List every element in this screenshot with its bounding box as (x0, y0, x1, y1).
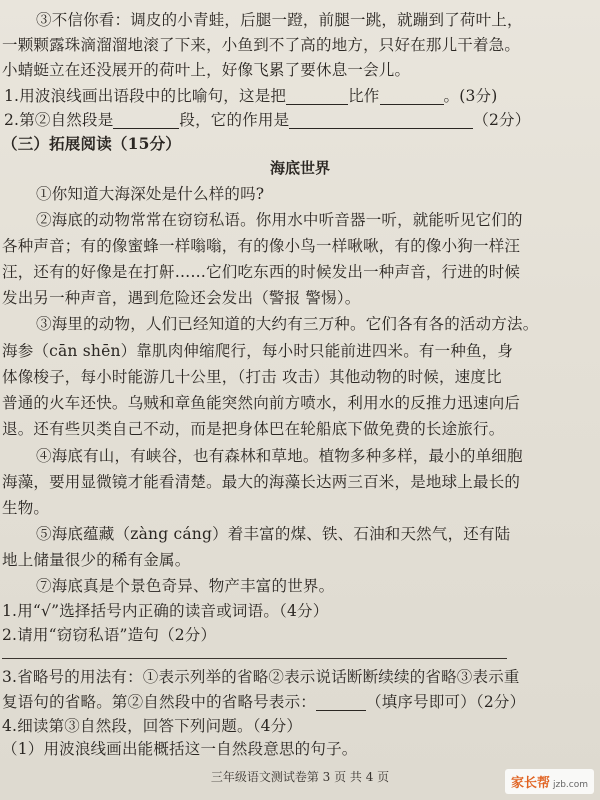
q3-text-before: 复语句的省略。第②自然段中的省略号表示： (2, 693, 317, 711)
passage2-line-7: 海参（cān shēn）靠肌肉伸缩爬行，每小时只能前进四米。有一种鱼，身 (2, 342, 514, 360)
q1-text-after: 。(3分) (443, 87, 498, 105)
passage1-line-1: ③不信你看：调皮的小青蛙，后腿一蹬，前腿一跳，就蹦到了荷叶上， (36, 11, 523, 29)
q1-answer-blank-1[interactable] (286, 90, 348, 105)
passage2-line-3: 各种声音；有的像蜜蜂一样嗡嗡，有的像小鸟一样啾啾，有的像小狗一样汪 (2, 237, 521, 255)
q1-text-before: 1.用波浪线画出语段中的比喻句，这是把 (4, 87, 287, 105)
site-watermark (505, 769, 594, 794)
passage2-line-2: ②海底的动物常常在窃窃私语。你用水中听音器一听，就能听见它们的 (36, 211, 523, 229)
passage2-line-1: ①你知道大海深处是什么样的吗? (36, 185, 265, 203)
question-2-3-line-1: 3.省略号的用法有：①表示列举的省略②表示说话断断续续的省略③表示重 (2, 668, 520, 686)
passage2-line-14: ⑤海底蕴藏（zàng cáng）着丰富的煤、铁、石油和天然气，还有陆 (36, 525, 511, 543)
sentence-answer-line[interactable] (2, 658, 507, 659)
passage2-line-10: 退。还有些贝类自己不动，而是把身体巴在轮船底下做免费的长途旅行。 (2, 420, 505, 438)
q2-text-mid: 段，它的作用是 (179, 111, 290, 129)
question-1-2 (4, 113, 530, 129)
question-2-2: 2.请用“窃窃私语”造句（2分） (2, 626, 217, 644)
question-2-4: 4.细读第③自然段，回答下列问题。（4分） (2, 717, 303, 735)
passage2-line-13: 生物。 (2, 499, 50, 517)
passage2-line-8: 体像梭子，每小时能游几十公里，（打击 攻击）其他动物的时候，速度比 (2, 368, 502, 386)
q2-text-before: 2.第②自然段是 (4, 111, 114, 129)
q2-text-after: （2分） (473, 111, 531, 129)
passage2-line-12: 海藻，要用显微镜才能看清楚。最大的海藻长达两三百米，是地球上最长的 (2, 473, 521, 491)
watermark-brand: 家长帮 (510, 776, 550, 791)
passage2-line-6: ③海里的动物，人们已经知道的大约有三万种。它们各有各的活动方法。 (36, 315, 539, 333)
question-2-4-1: （1）用波浪线画出能概括这一自然段意思的句子。 (2, 740, 358, 758)
passage2-line-9: 普通的火车还快。乌贼和章鱼能突然向前方喷水，利用水的反推力迅速向后 (2, 394, 521, 412)
q1-answer-blank-2[interactable] (380, 90, 444, 105)
q3-answer-blank[interactable] (316, 696, 366, 711)
question-1-1 (4, 89, 497, 105)
section-3-heading: （三）拓展阅读（15分） (2, 134, 181, 153)
q1-text-mid: 比作 (348, 87, 380, 105)
passage1-line-2: 一颗颗露珠滴溜溜地滚了下来，小鱼到不了高的地方，只好在那儿干着急。 (2, 36, 521, 54)
watermark-domain: jzb.com (552, 780, 588, 790)
question-2-1: 1.用“√”选择括号内正确的读音或词语。（4分） (2, 602, 329, 620)
passage2-line-5: 发出另一种声音，遇到危险还会发出（警报 警惕）。 (2, 289, 361, 307)
passage2-line-16: ⑦海底真是个景色奇异、物产丰富的世界。 (36, 577, 335, 595)
question-2-3-line-2 (2, 695, 525, 711)
passage2-line-11: ④海底有山，有峡谷，也有森林和草地。植物多种多样，最小的单细胞 (36, 447, 523, 465)
passage2-title: 海底世界 (269, 159, 330, 177)
q3-text-after: （填序号即可）（2分） (366, 693, 526, 711)
q2-answer-blank-2[interactable] (289, 114, 473, 129)
passage2-line-15: 地上储量很少的稀有金属。 (2, 551, 191, 569)
q2-answer-blank-1[interactable] (113, 114, 179, 129)
passage1-line-3: 小蜻蜓立在还没展开的荷叶上，好像飞累了要休息一会儿。 (2, 61, 411, 79)
page-footer: 三年级语文测试卷第 3 页 共 4 页 (210, 770, 390, 784)
passage2-line-4: 汪，还有的好像是在打鼾……它们吃东西的时候发出一种声音，行进的时候 (2, 263, 521, 281)
